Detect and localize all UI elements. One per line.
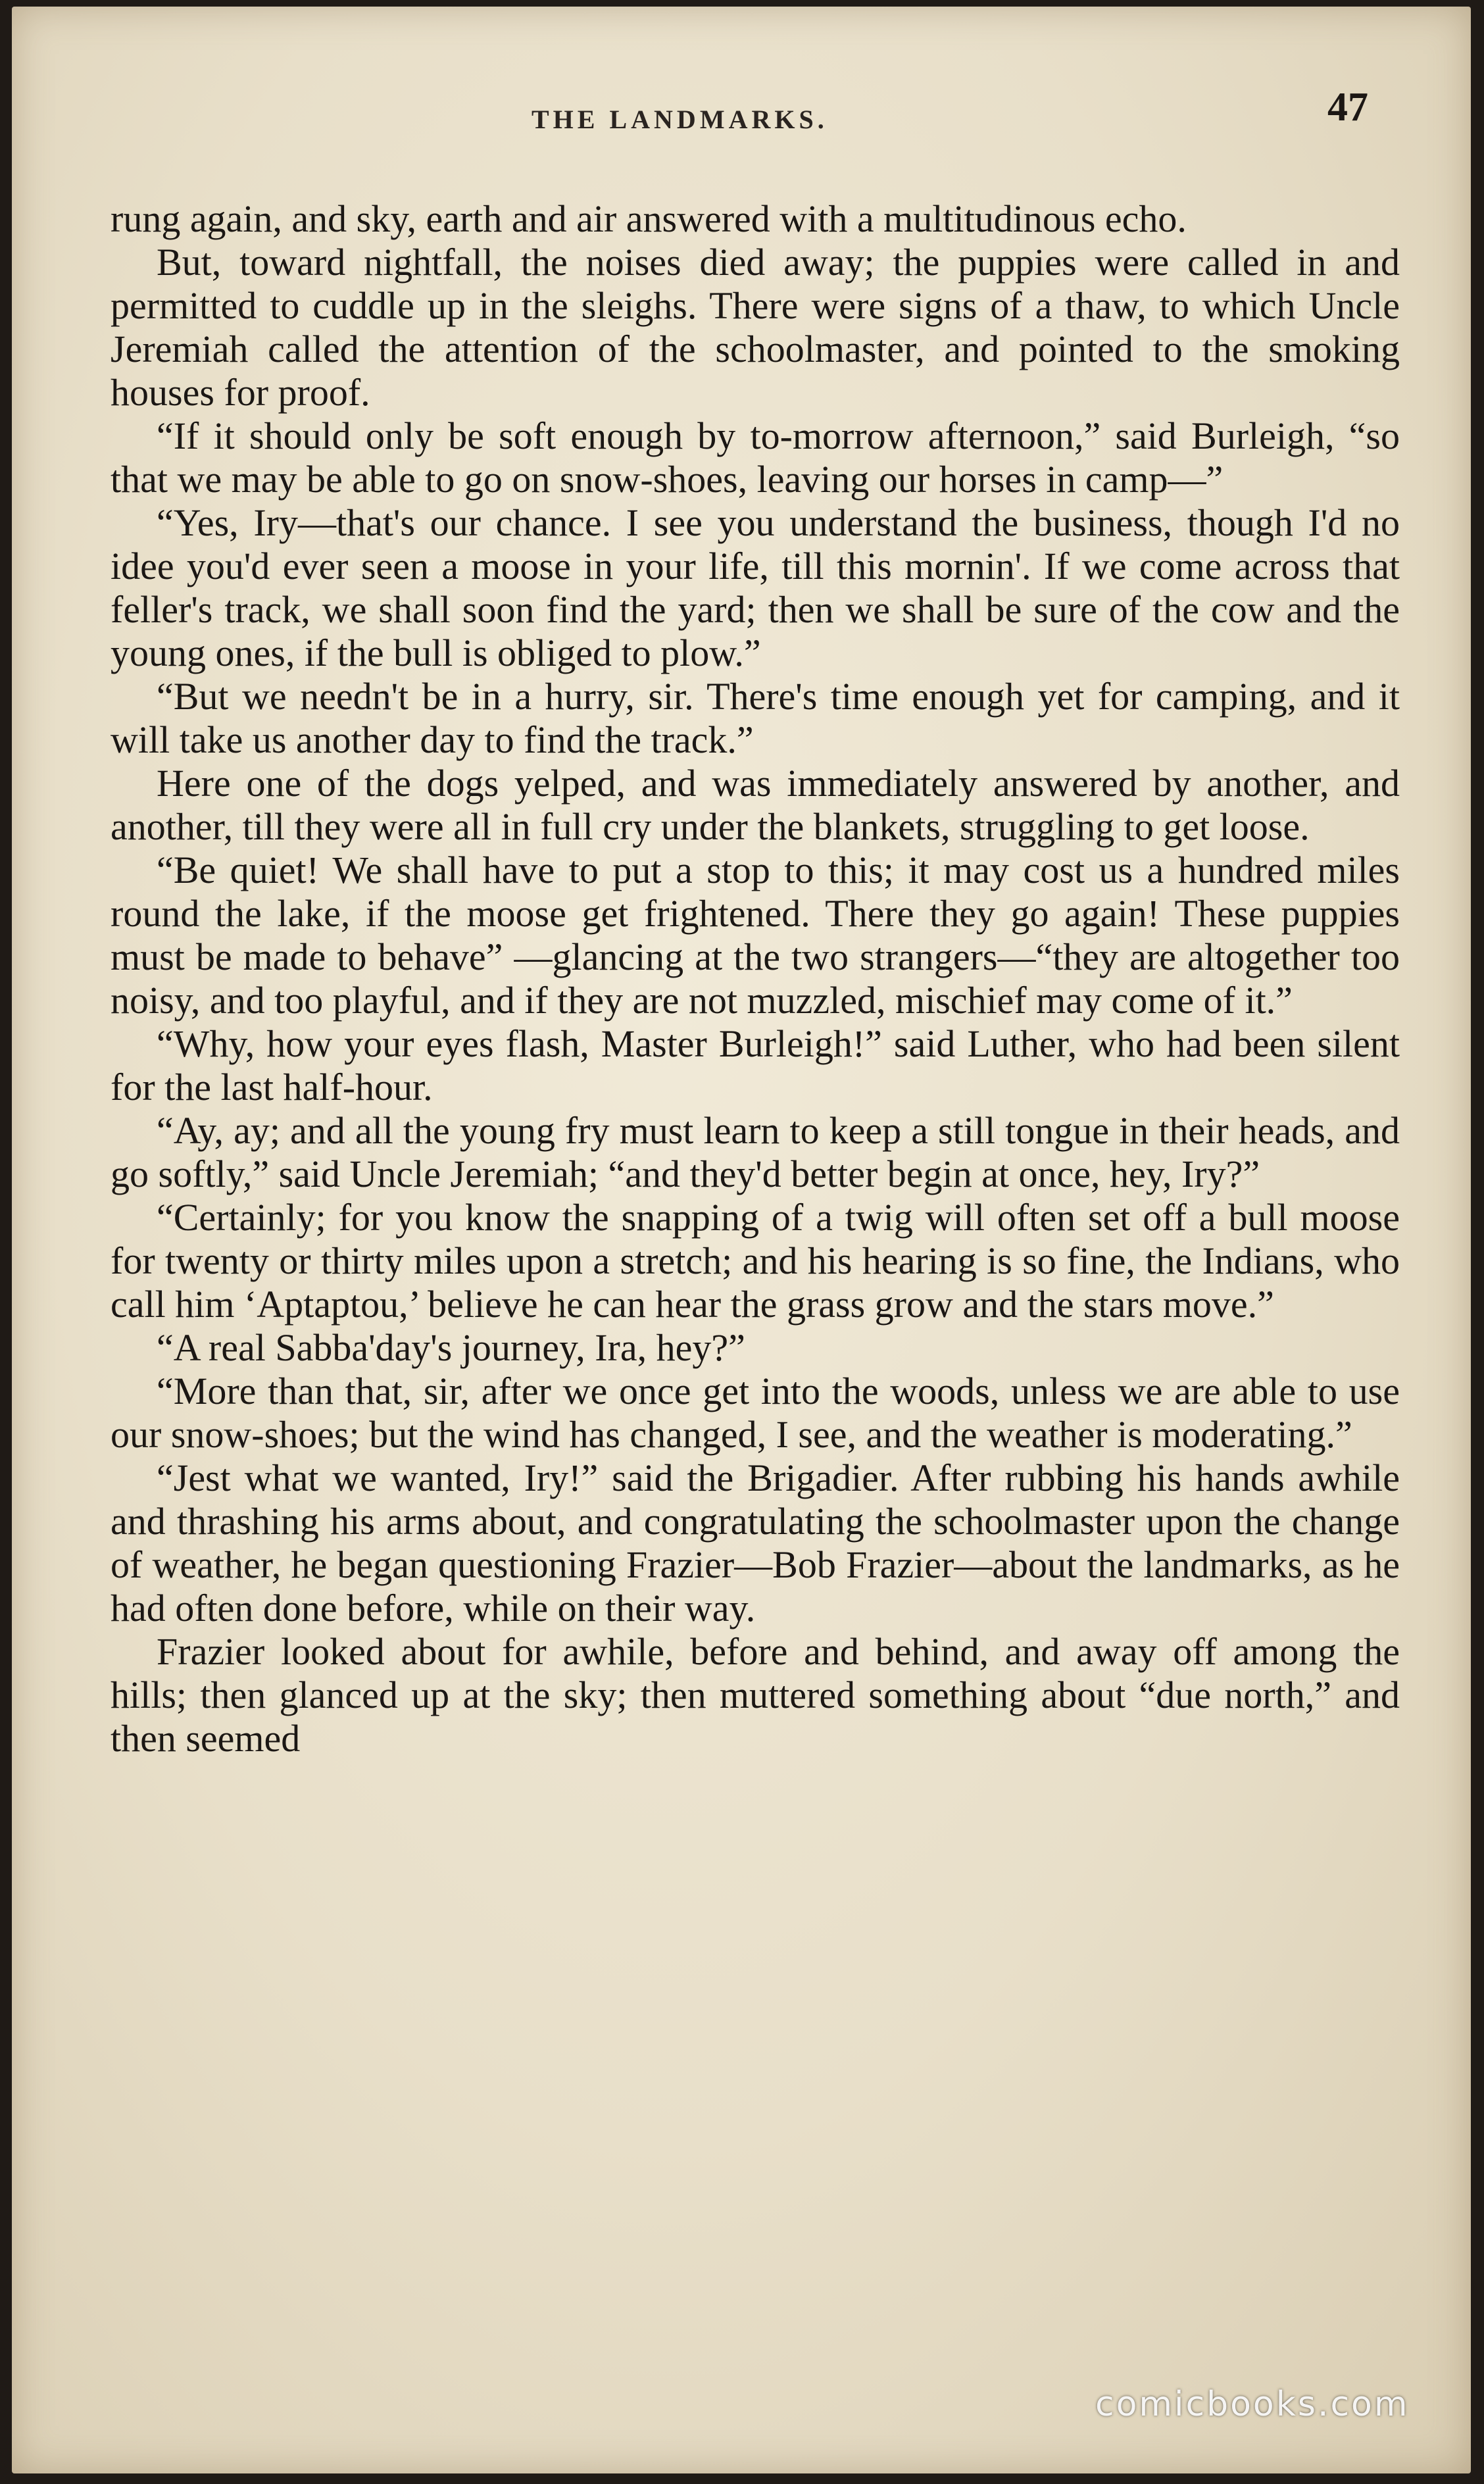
paragraph: Here one of the dogs yelped, and was immediately answered by another, and another, till they were all in full cry under the blankets, struggling to get loose. (111, 762, 1400, 848)
paragraph: “Ay, ay; and all the young fry must learn to keep a still tongue in their heads, and go softly,” said Uncle Jeremiah; “and they'd better begin at once, hey, Iry?” (111, 1109, 1400, 1195)
running-title: THE LANDMARKS. (532, 105, 828, 134)
paragraph: “More than that, sir, after we once get into the woods, unless we are able to use our snow-shoes; but the wind has changed, I see, and the weather is moderating.” (111, 1370, 1400, 1456)
page-number: 47 (1327, 85, 1368, 130)
paragraph: “If it should only be soft enough by to-morrow afternoon,” said Burleigh, “so that we may be able to go on snow-shoes, leaving our horses in camp—” (111, 414, 1400, 501)
book-page (12, 7, 1471, 2473)
paragraph: “Jest what we wanted, Iry!” said the Brigadier. After rubbing his hands awhile and thrashing his arms about, and congratulating the schoolmaster upon the change of weather, he began questioning Frazier—Bob Frazier—about the landmarks, as he had often done before, while on their way. (111, 1456, 1400, 1629)
paragraph: “Why, how your eyes flash, Master Burleigh!” said Luther, who had been silent for the last half-hour. (111, 1022, 1400, 1108)
paragraph: “A real Sabba'day's journey, Ira, hey?” (157, 1326, 745, 1369)
paragraph: But, toward nightfall, the noises died away; the puppies were called in and permitted to cuddle up in the sleighs. There were signs of a thaw, to which Uncle Jeremiah called the attention of the schoolmaster, and pointed to the smoking houses for proof. (111, 241, 1400, 414)
page-header (12, 85, 1471, 143)
paragraph: Frazier looked about for awhile, before and behind, and away off among the hills; then glanced up at the sky; then muttered something about “due north,” and then seemed (111, 1630, 1400, 1760)
paragraph: “Yes, Iry—that's our chance. I see you understand the business, though I'd no idee you'd ever seen a moose in your life, till this mornin'. If we come across that feller's track, we shall soon find the yard; then we shall be sure of the cow and the young ones, if the bull is obliged to plow.” (111, 501, 1400, 674)
paragraph: “Be quiet! We shall have to put a stop to this; it may cost us a hundred miles round the lake, if the moose get frightened. There they go again! These puppies must be made to behave” —glancing at the two strangers—“they are altogether too noisy, and too playful, and if they are not muzzled, mischief may come of it.” (111, 849, 1400, 1022)
paragraph: “But we needn't be in a hurry, sir. There's time enough yet for camping, and it will take us another day to find the track.” (111, 675, 1400, 761)
paragraph: “Certainly; for you know the snapping of a twig will often set off a bull moose for twenty or thirty miles upon a stretch; and his hearing is so fine, the Indians, who call him ‘Aptaptou,’ believe he can hear the grass grow and the stars move.” (111, 1196, 1400, 1326)
watermark: comicbooks.com (1095, 2385, 1410, 2424)
body-text (111, 197, 1400, 1760)
paragraph: rung again, and sky, earth and air answered with a multitudinous echo. (111, 197, 1187, 240)
